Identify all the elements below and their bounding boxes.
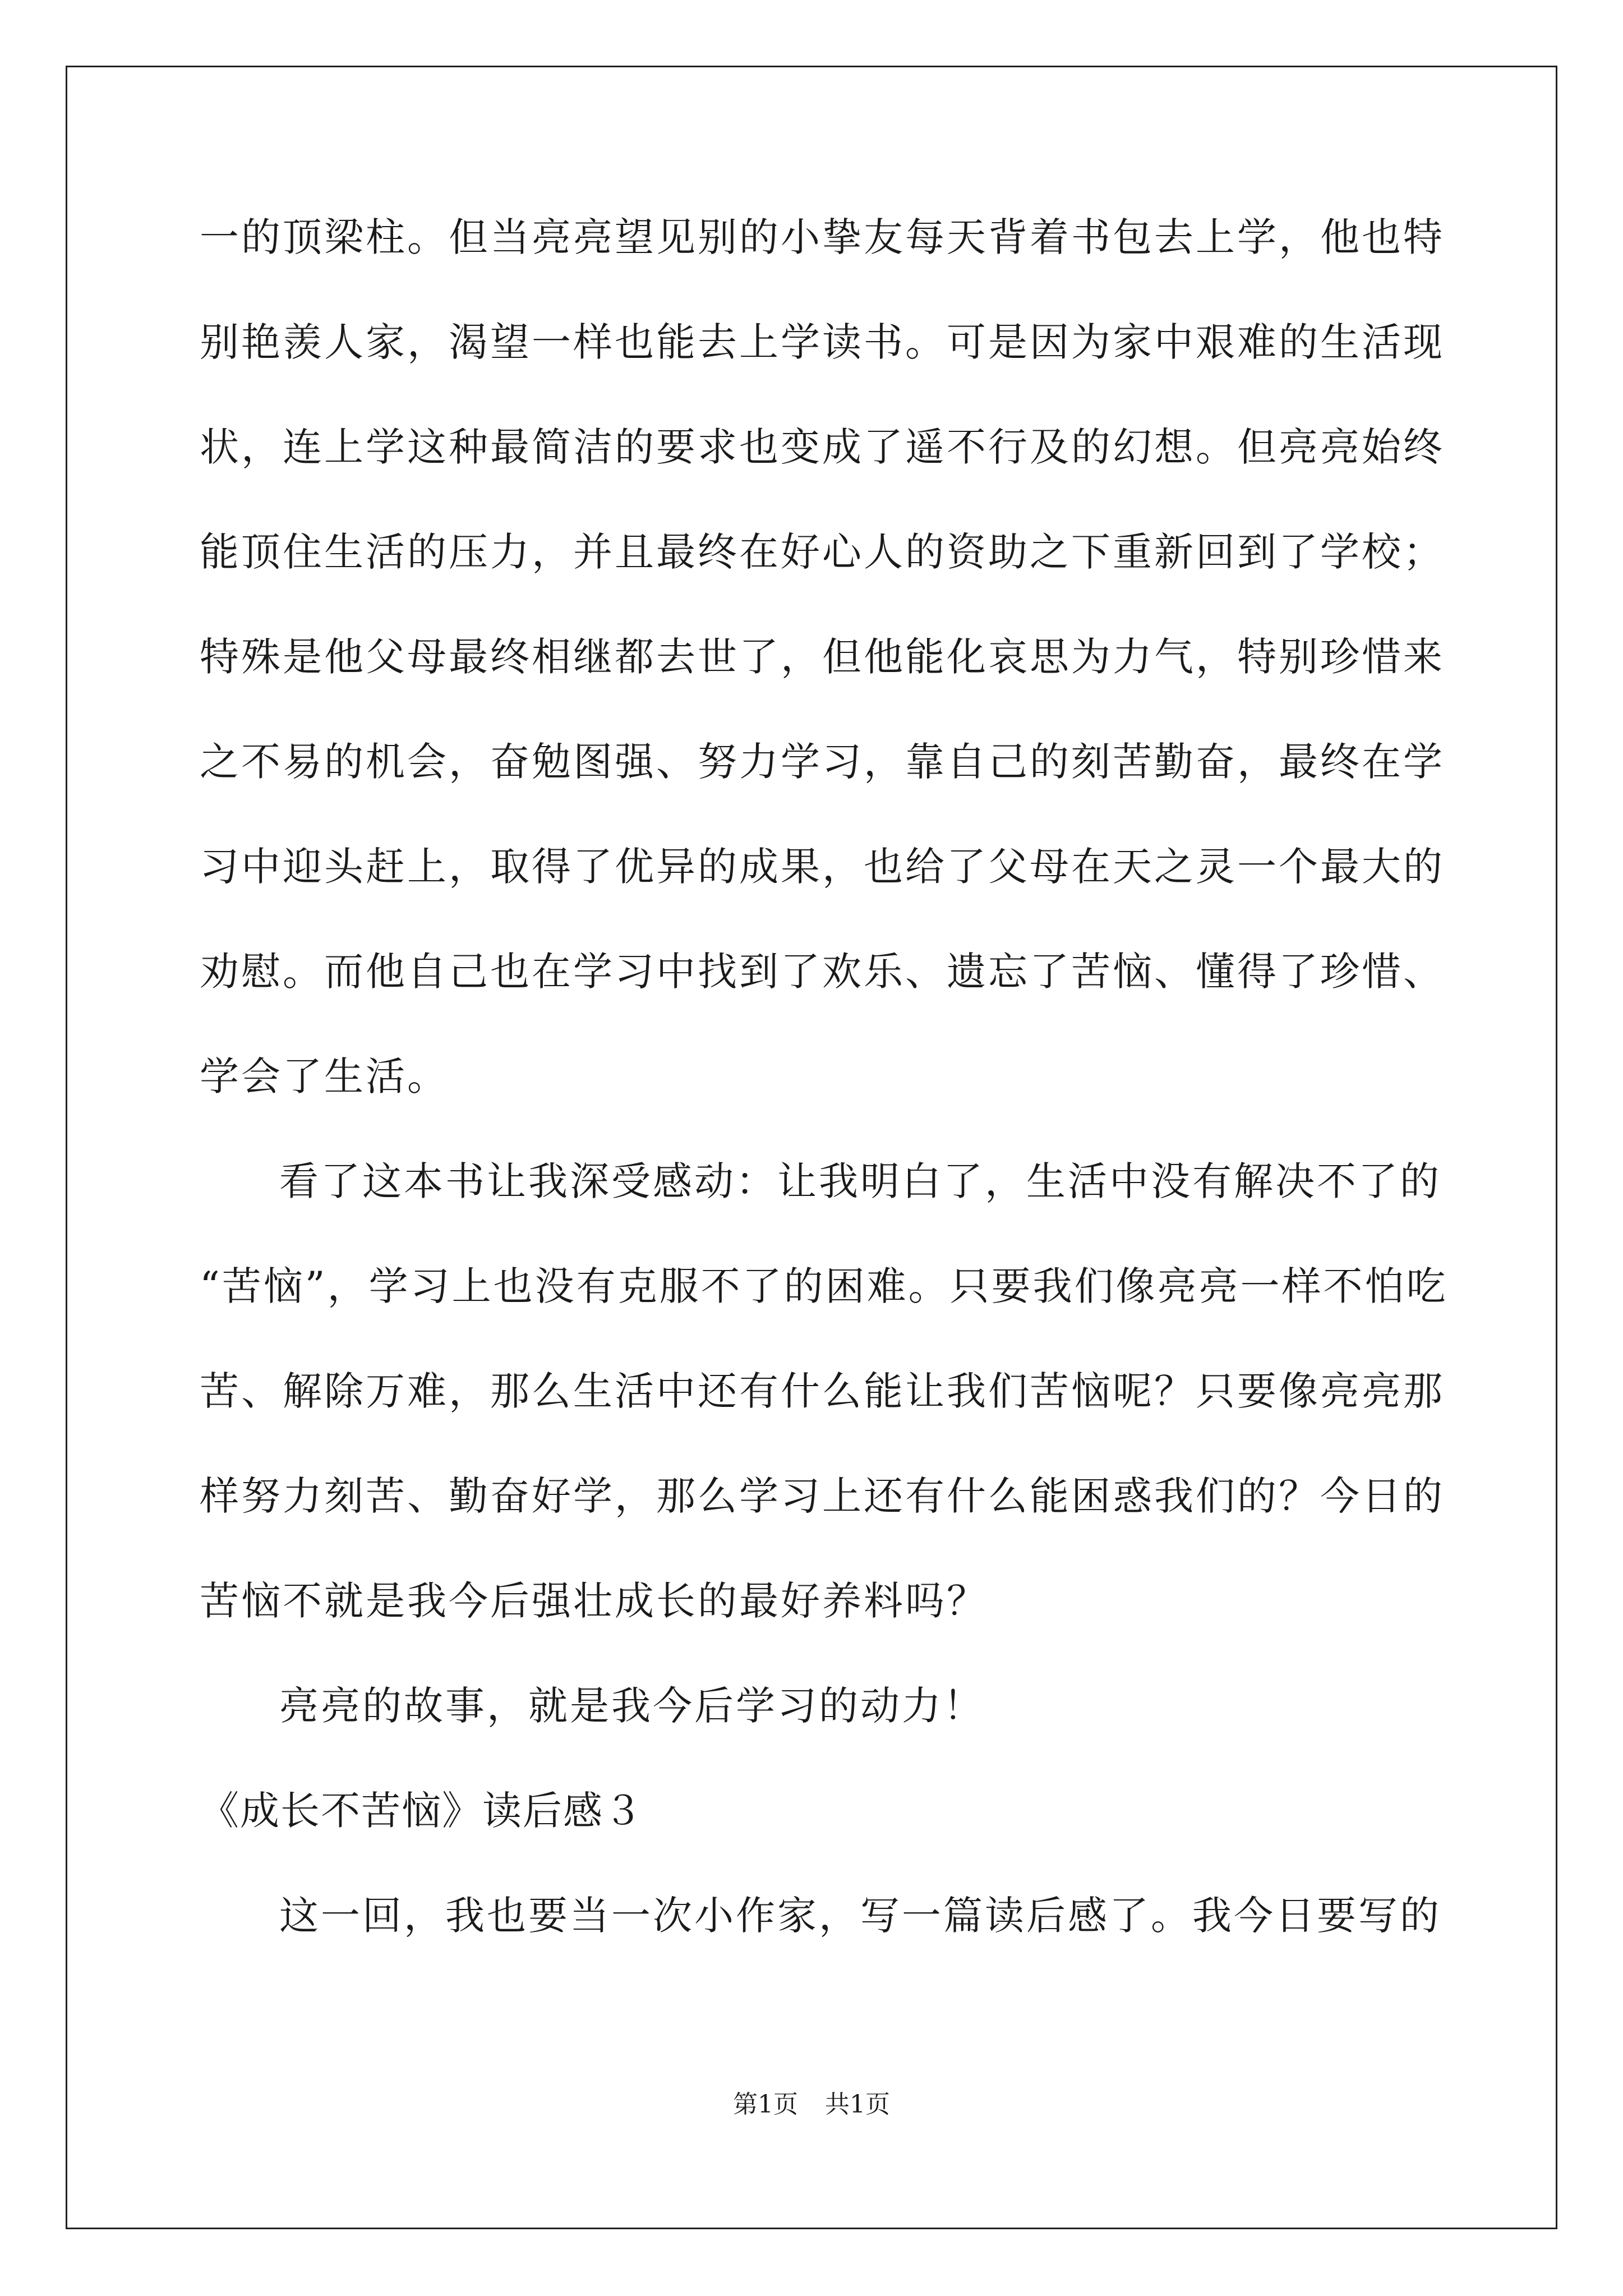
text-line: 状，连上学这种最简洁的要求也变成了遥不行及的幻想。但亮亮始终 — [200, 424, 1445, 470]
text-line: 苦、解除万难，那么生活中还有什么能让我们苦恼呢？只要像亮亮那 — [200, 1368, 1445, 1414]
text-line: 一的顶梁柱。但当亮亮望见别的小挚友每天背着书包去上学，他也特 — [200, 214, 1445, 260]
text-line: 习中迎头赶上，取得了优异的成果，也给了父母在天之灵一个最大的 — [200, 844, 1445, 890]
page-number: 第1页 — [733, 2090, 798, 2119]
document-body — [200, 211, 1448, 1994]
text-line: 苦恼不就是我今后强壮成长的最好养料吗？ — [200, 1578, 988, 1624]
paragraph-first-line: 看了这本书让我深受感动：让我明白了，生活中没有解决不了的 — [279, 1158, 1441, 1204]
text-line: 样努力刻苦、勤奋好学，那么学习上还有什么能困惑我们的？今日的 — [200, 1473, 1445, 1519]
text-line: 劝慰。而他自己也在学习中找到了欢乐、遗忘了苦恼、懂得了珍惜、 — [200, 949, 1445, 995]
paragraph-first-line: 亮亮的故事，就是我今后学习的动力！ — [279, 1683, 985, 1729]
text-line: 学会了生活。 — [200, 1053, 449, 1099]
text-line: 之不易的机会，奋勉图强、努力学习，靠自己的刻苦勤奋，最终在学 — [200, 739, 1445, 785]
page-total: 共1页 — [825, 2090, 890, 2119]
page-footer — [0, 2088, 1623, 2122]
section-heading: 《成长不苦恼》读后感３ — [200, 1788, 644, 1834]
text-line: 能顶住生活的压力，并且最终在好心人的资助之下重新回到了学校； — [200, 529, 1445, 575]
text-line: 别艳羡人家，渴望一样也能去上学读书。可是因为家中艰难的生活现 — [200, 319, 1445, 365]
text-line: 特殊是他父母最终相继都去世了，但他能化哀思为力气，特别珍惜来 — [200, 634, 1445, 680]
text-line: “苦恼”，学习上也没有克服不了的困难。只要我们像亮亮一样不怕吃 — [200, 1263, 1448, 1309]
paragraph-first-line: 这一回，我也要当一次小作家，写一篇读后感了。我今日要写的 — [279, 1893, 1441, 1939]
